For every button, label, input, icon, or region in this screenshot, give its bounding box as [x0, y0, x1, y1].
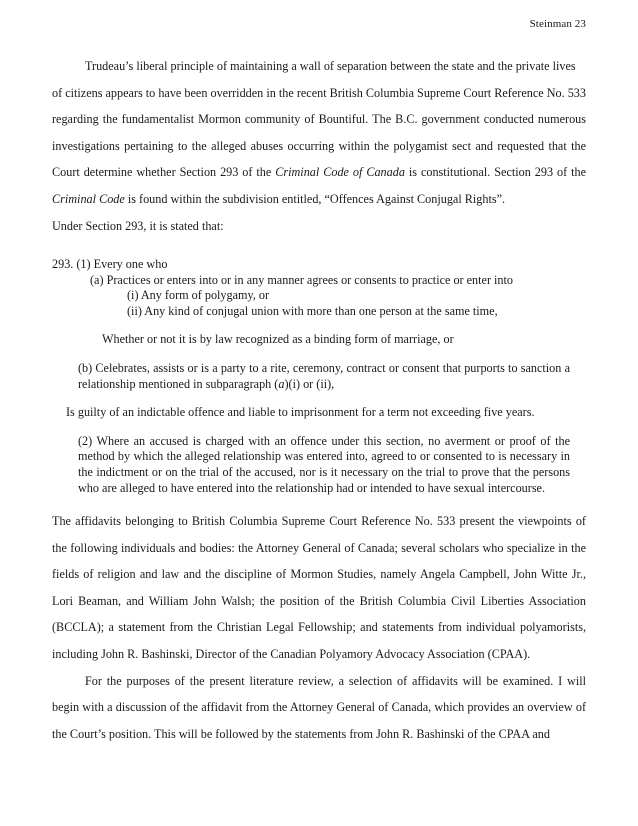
statute-guilty-line: Is guilty of an indictable offence and liable to imprisonment for a term not exceeding five years. [66, 405, 535, 420]
paragraph-literature-review: For the purposes of the present literature review, a selection of affidavits will be examined. I will begin with a discussion of the affidavit from the Attorney General of Canada, which provides an overview of the Court’s position. This will be followed by the statements from John R. Bashinski of the CPAA and [52, 673, 586, 741]
statute-section-293: 293. (1) Every one who [52, 257, 168, 271]
paragraphs-after-quote [52, 508, 586, 747]
clause-b-text-2: )(i) or (ii), [284, 376, 335, 391]
intro-italic-criminal-code: Criminal Code [52, 191, 125, 206]
running-head: Steinman 23 [529, 18, 586, 30]
statute-subsection-2: (2) Where an accused is charged with an offence under this section, no averment or proof of the method by which the alleged relationship was entered into, agreed to or consented to is necessary in the indictment or on the trial of the accused, nor is it necessary on the trial to prove that the persons who are alleged to have entered into the relationship had or intended to have sexual intercourse. [78, 433, 570, 495]
paragraph-intro-body [52, 80, 586, 213]
paragraph-affidavits: The affidavits belonging to British Columbia Supreme Court Reference No. 533 present the viewpoints of the following individuals and bodies: the Attorney General of Canada; several scholars who specialize in the fields of religion and law and the discipline of Mormon Studies, namely Angela Campbell, John Witte Jr., Lori Beaman, and William John Walsh; the position of the British Columbia Civil Liberties Association (BCCLA); a statement from the Christian Legal Fellowship; and statements from individual polyamorists, including John R. Bashinski, Director of the Canadian Polyamory Advocacy Association (CPAA). [52, 514, 586, 661]
statute-quote [52, 257, 586, 496]
intro-text-b: is constitutional. Section 293 of the [404, 165, 587, 180]
paragraph-intro-last-line: Under Section 293, it is stated that: [52, 218, 224, 233]
clause-b-text-1: (b) Celebrates, assists or is a party to a rite, ceremony, contract or consent that purports to sanction a relationship mentioned in subparagraph ( [78, 360, 570, 391]
statute-clause-b [78, 361, 570, 392]
paragraph-intro-first-line: Trudeau’s liberal principle of maintaining a wall of separation between the state and the private lives [85, 59, 576, 73]
clause-b-italic-a: a [278, 376, 285, 391]
intro-text-c: is found within the subdivision entitled, “Offences Against Conjugal Rights”. [124, 191, 506, 206]
paragraph-intro [52, 53, 586, 239]
intro-italic-criminal-code-of-canada: Criminal Code of Canada [275, 165, 405, 180]
statute-whether-line: Whether or not it is by law recognized as a binding form of marriage, or [102, 332, 454, 347]
intro-text-a: of citizens appears to have been overridden in the recent British Columbia Supreme Court Reference No. 533 regarding the fundamentalist Mormon community of Bountiful. The B.C. government conducted numerous investigations pertaining to the alleged abuses occurring within the polygamist sect and requested that the Court determine whether Section 293 of the [52, 85, 586, 180]
statute-subclause-ii: (ii) Any kind of conjugal union with more than one person at the same time, [127, 303, 498, 318]
statute-subclause-i: (i) Any form of polygamy, or [127, 288, 270, 303]
statute-clause-a: (a) Practices or enters into or in any manner agrees or consents to practice or enter into [90, 272, 514, 287]
